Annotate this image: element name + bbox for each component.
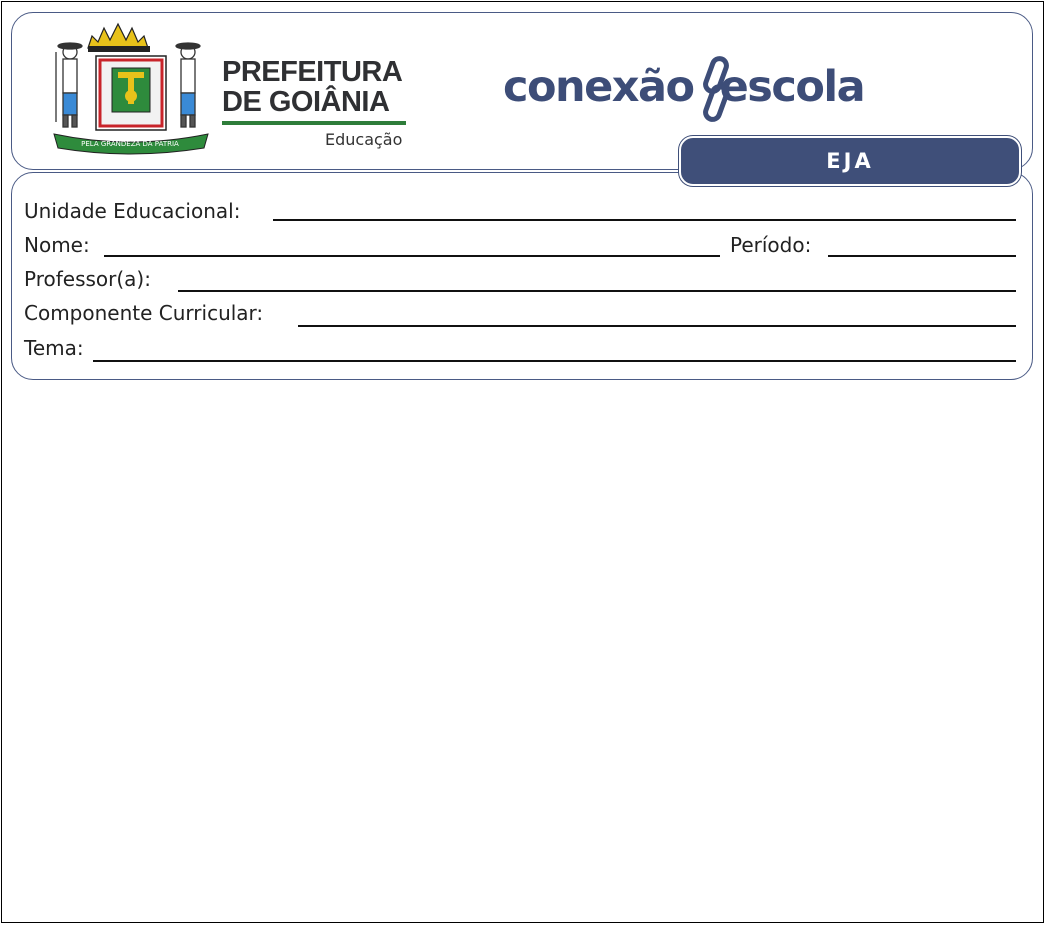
program-logo bbox=[503, 62, 864, 112]
brand-line-1: PREFEITURA bbox=[222, 56, 403, 88]
brand-subtitle: Educação bbox=[325, 130, 403, 149]
unidade-line[interactable] bbox=[273, 219, 1016, 221]
eja-label: EJA bbox=[826, 149, 874, 173]
periodo-label: Período: bbox=[730, 233, 812, 257]
unidade-label: Unidade Educacional: bbox=[24, 199, 241, 223]
periodo-line[interactable] bbox=[828, 255, 1016, 257]
brand-line-2: DE GOIÂNIA bbox=[222, 86, 390, 118]
tema-label: Tema: bbox=[24, 336, 84, 360]
professor-line[interactable] bbox=[178, 290, 1016, 292]
nome-line[interactable] bbox=[104, 255, 720, 257]
city-crest-logo bbox=[48, 22, 213, 157]
program-logo-right: escola bbox=[719, 62, 865, 112]
tema-line[interactable] bbox=[93, 360, 1016, 362]
nome-label: Nome: bbox=[24, 233, 90, 257]
brand-rule bbox=[222, 121, 406, 125]
program-logo-left: conexão bbox=[503, 62, 694, 112]
paperclip-icon bbox=[695, 56, 737, 122]
brand-title bbox=[222, 57, 402, 117]
eja-tab bbox=[679, 136, 1021, 186]
svg-text:PELA GRANDEZA DA PÁTRIA: PELA GRANDEZA DA PÁTRIA bbox=[81, 140, 179, 148]
componente-line[interactable] bbox=[298, 325, 1016, 327]
professor-label: Professor(a): bbox=[24, 267, 151, 291]
componente-label: Componente Curricular: bbox=[24, 301, 264, 325]
